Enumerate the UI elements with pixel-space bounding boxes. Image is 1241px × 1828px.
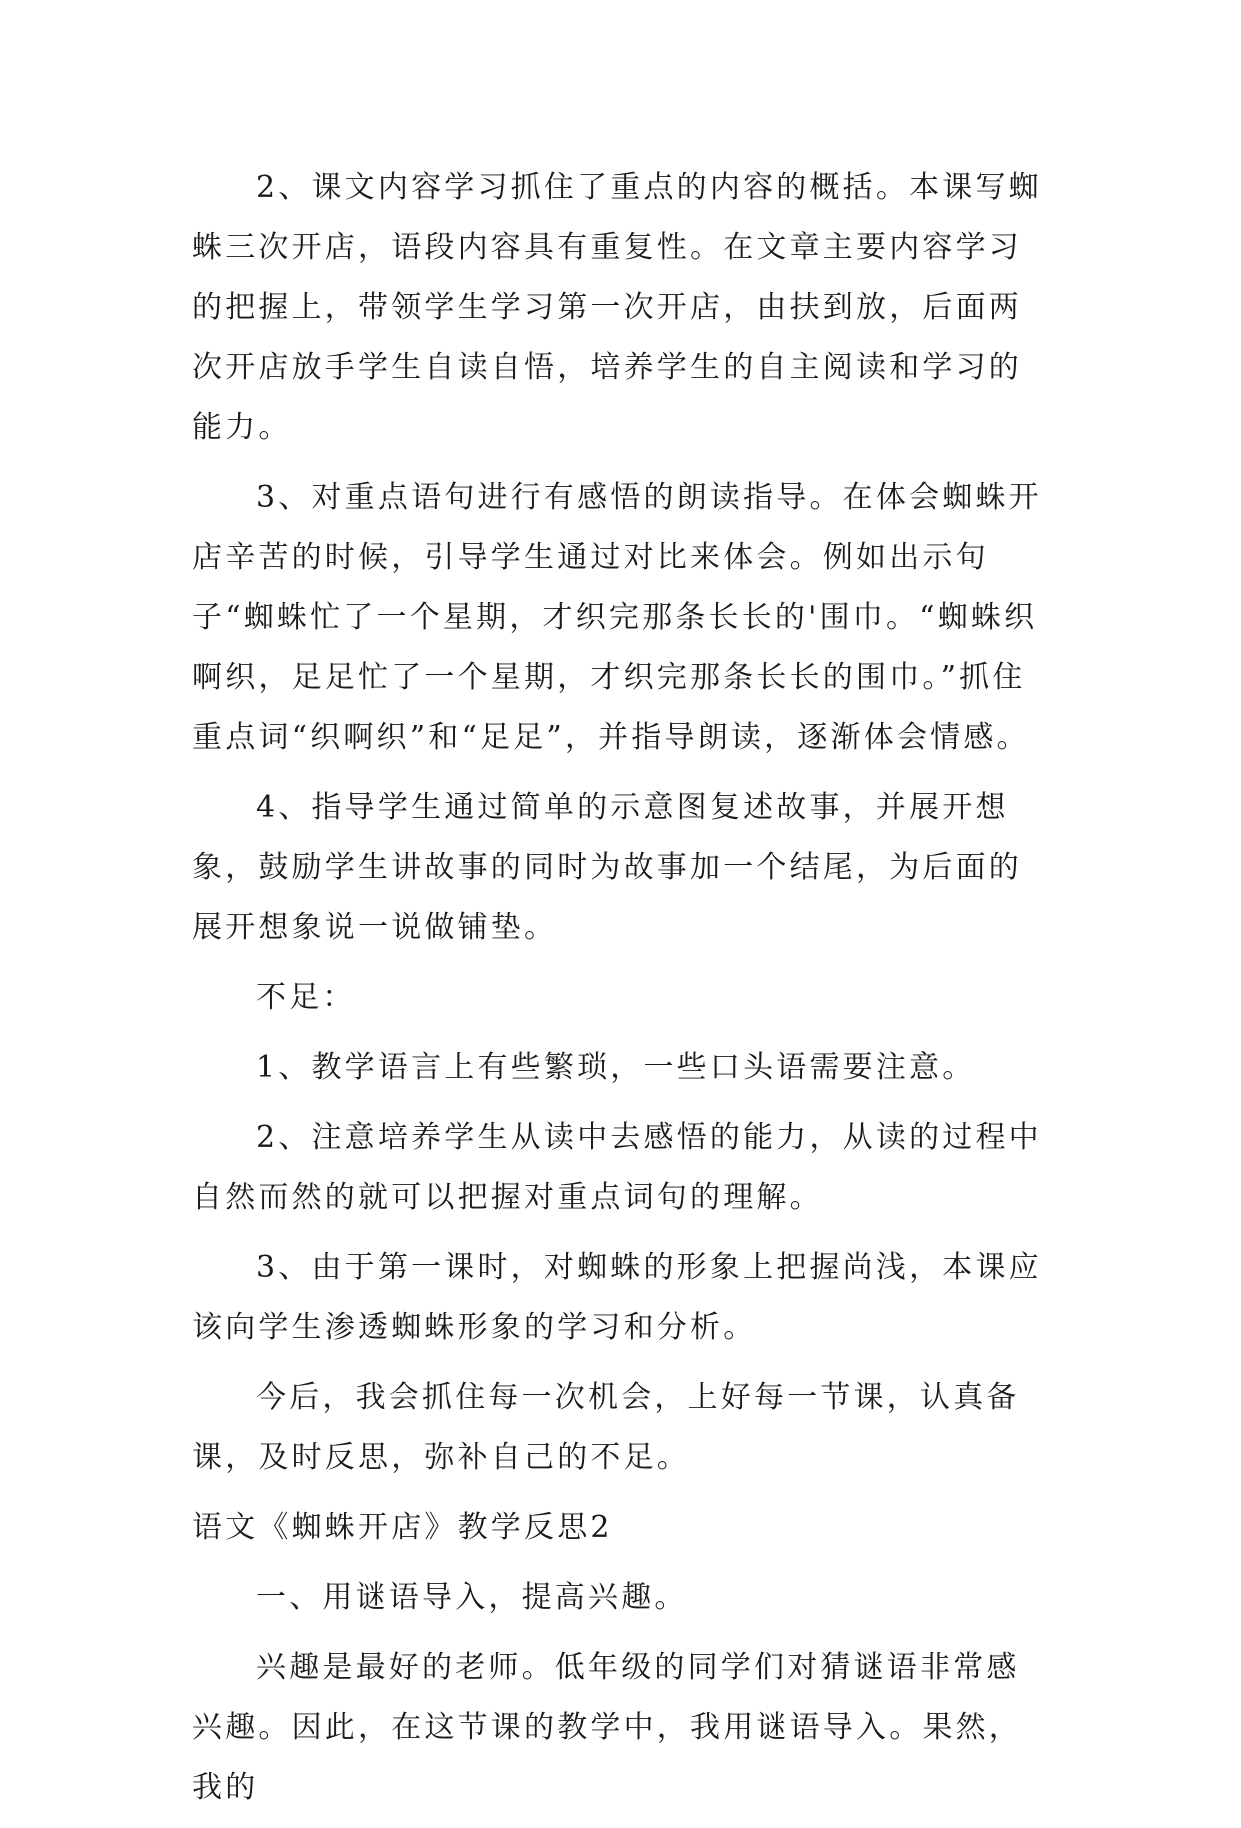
shortcoming-2: 2、注意培养学生从读中去感悟的能力，从读的过程中自然而然的就可以把握对重点词句的理解。 (192, 1120, 1042, 1215)
section-title: 语文《蜘蛛开店》教学反思2 (192, 1510, 613, 1545)
interest-paragraph: 兴趣是最好的老师。低年级的同学们对猜谜语非常感兴趣。因此，在这节课的教学中，我用谜语导入。果然，我的 (192, 1650, 1022, 1805)
paragraph-4-retelling: 4、指导学生通过简单的示意图复述故事，并展开想象，鼓励学生讲故事的同时为故事加一个结尾，为后面的展开想象说一说做铺垫。 (192, 790, 1022, 945)
paragraph-2-content-summary: 2、课文内容学习抓住了重点的内容的概括。本课写蜘蛛三次开店，语段内容具有重复性。在文章主要内容学习的把握上，带领学生学习第一次开店，由扶到放，后面两次开店放手学生自读自悟，培养学生的自主阅读和学习的能力。 (192, 170, 1042, 445)
document-page (192, 158, 1052, 1828)
section-subheading-riddle: 一、用谜语导入，提高兴趣。 (256, 1580, 688, 1615)
paragraph-3-reading-guidance: 3、对重点语句进行有感悟的朗读指导。在体会蜘蛛开店辛苦的时候，引导学生通过对比来体会。例如出示句子“蜘蛛忙了一个星期，才织完那条长长的'围巾。“蜘蛛织啊织，足足忙了一个星期，才织完那条长长的围巾。”抓住重点词“织啊织”和“足足”，并指导朗读，逐渐体会情感。 (192, 480, 1042, 755)
shortcoming-3: 3、由于第一课时，对蜘蛛的形象上把握尚浅，本课应该向学生渗透蜘蛛形象的学习和分析。 (192, 1250, 1042, 1345)
future-plan-paragraph: 今后，我会抓住每一次机会，上好每一节课，认真备课，及时反思，弥补自己的不足。 (192, 1380, 1020, 1475)
shortcoming-1: 1、教学语言上有些繁琐，一些口头语需要注意。 (256, 1050, 976, 1085)
shortcomings-label: 不足： (256, 980, 356, 1015)
